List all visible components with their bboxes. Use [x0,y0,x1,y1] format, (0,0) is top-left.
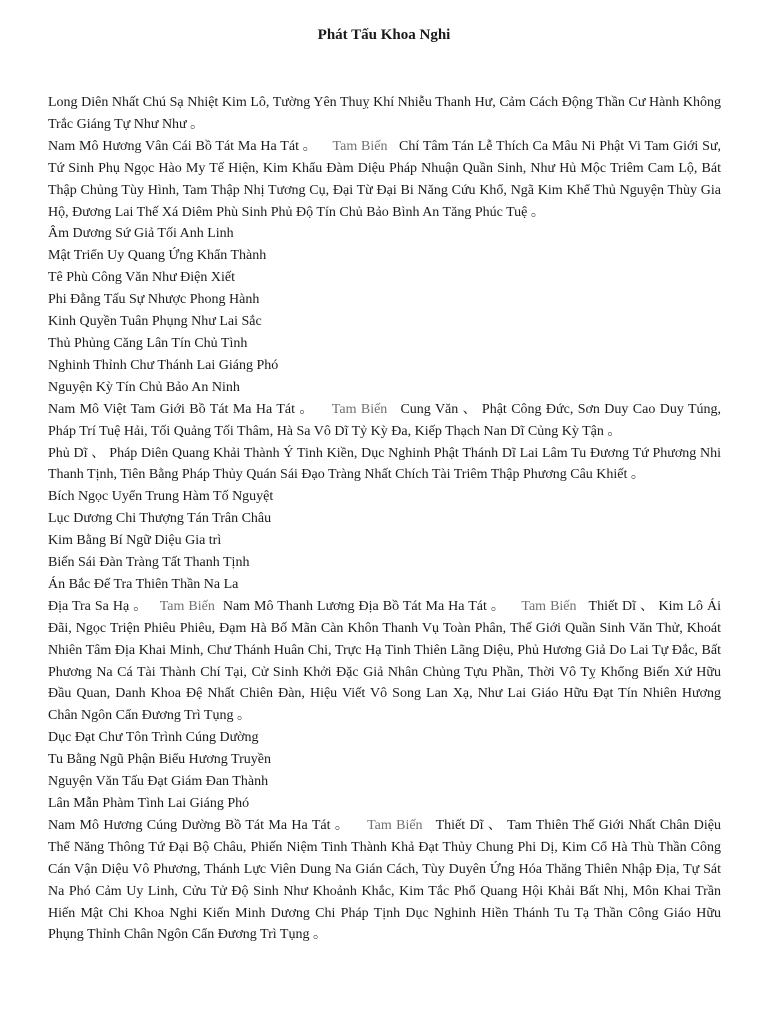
verse-line: Bích Ngọc Uyển Trung Hàm Tố Nguyệt [48,489,274,505]
verse-line: Lân Mẫn Phàm Tình Lai Giáng Phó [48,796,250,811]
verse-line: Án Bắc Đế Tra Thiên Thần Na La [48,576,239,592]
verse-line: Nguyện Văn Tấu Đạt Giám Đan Thành [48,774,269,790]
verse-line: Nguyện Kỳ Tín Chủ Bảo An Ninh [48,379,240,395]
verse-line: Dục Đạt Chư Tôn Trình Cúng Dường [48,730,259,746]
verse-line: Phi Đằng Tấu Sự Nhược Phong Hành [48,292,260,308]
tam-bien-marker: Tam Biến [331,401,388,417]
paragraph-text: Thiết Dĩ 、 Tam Thiên Thế Giới Nhất Chân Diệu Thể Năng Thông Tứ Đại Bộ Châu, Phiến Niệm Tinh Thành Khả Đạt Thủy Chung Phi Dị, Kim Cổ Hà Thù Thần Công Cán Vận Diệu Vô Phương, Thánh Lực Viên Dung Na Gián Cách, Tùy Duyên Ứng Hóa Thăng Thiên Nhập Địa, Tự Sát Na Phó Cảm Uy Linh, Cửu Tử Độ Sinh Như Khoảnh Khắc, Kim Tắc Phổ Quang Hội Khải Bất Nhị, Môn Khai Trần Hiến Mật Chi Khoa Nghi Kiến Minh Dương Chi Pháp Tịnh Dục Nghinh Hiền Thánh Tu Tạ Thần Công Giáo Hữu Phụng Thỉnh Chân Ngôn Cẩn Đương Trì Tụng 。 [48,817,721,943]
verse-line: Kim Bằng Bí Ngữ Diệu Gia trì [48,533,222,549]
invocation-text: Nam Mô Thanh Lương Địa Bồ Tát Ma Ha Tát 。 [222,598,506,614]
verse-line: Kinh Quyền Tuân Phụng Như Lai Sắc [48,314,262,330]
tam-bien-marker: Tam Biến [159,598,215,614]
paragraph-text: Thiết Dĩ 、 Kim Lô Ái Đãi, Ngọc Triện Phiêu Phiêu, Đạm Hà Bố Mãn Càn Khôn Thanh Vụ Toàn Phân, Thế Giới Quần Sinh Văn Thử, Khoát Nhiên Tâm Địa Khai Minh, Chư Thánh Huân Chi, Trực Hạ Tinh Thiên Lãng Diệu, Phủ Hương Giả Do Lai Tự Đắc, Bất Phương Na Cá Tài Thành Chí Tại, Cử Sinh Khởi Đặc Giả Nhân Chủng Tựu Phần, Thời Vô Tỵ Khổng Biến Xứ Hữu Đầu Quan, Danh Khoa Đệ Nhất Chiên Đàn, Hiệu Viết Vô Song Lan Xạ, Như Lai Giáo Hữu Đạt Tín Nhiên Hương Chân Ngôn Cẩn Đương Trì Tụng 。 [48,598,721,724]
mantra-text: Địa Tra Sa Hạ 。 [48,598,148,614]
paragraph: Long Diên Nhất Chú Sạ Nhiệt Kim Lô, Tường Yên Thuỵ Khí Nhiễu Thanh Hư, Cảm Cách Động Thần Cư Hành Không Trắc Giáng Tự Như Như 。 [48,95,721,132]
document-title: Phát Tấu Khoa Nghi [317,27,451,43]
verse-line: Mật Triển Uy Quang Ứng Khẩn Thành [48,248,267,264]
invocation-text: Nam Mô Hương Vân Cái Bồ Tát Ma Ha Tát 。 [48,138,318,154]
verse-line: Thủ Phủng Căng Lân Tín Chủ Tình [48,335,248,351]
invocation-text: Nam Mô Hương Cúng Dường Bồ Tát Ma Ha Tát 。 [48,817,350,833]
paragraph [48,815,721,946]
tam-bien-marker: Tam Biến [367,817,423,833]
tam-bien-marker: Tam Biến [332,138,388,154]
tam-bien-marker: Tam Biến [521,598,577,614]
paragraph-text: Cung Văn 、 Phật Công Đức, Sơn Duy Cao Duy Túng, Pháp Trí Tuệ Hải, Tối Quảng Tối Thâm, Hà Sa Vô Dĩ Tỷ Kỳ Đa, Kiếp Thạch Nan Dĩ Củng Kỳ Tận 。 [48,401,722,439]
document-body [48,92,721,946]
verse-line: Tu Bằng Ngũ Phận Biểu Hương Truyền [48,752,271,768]
verse-line: Tê Phù Công Văn Như Điện Xiết [48,270,235,286]
paragraph [48,596,721,727]
verse-line: Âm Dương Sứ Giả Tối Anh Linh [48,226,234,242]
paragraph-text: Chí Tâm Tán Lễ Thích Ca Mâu Ni Phật Vi Tam Giới Sư, Tứ Sinh Phụ Ngọc Hào My Tế Hiện, Kim Khẩu Đàm Diệu Pháp Nhuận Quần Sinh, Như Hủ Mộc Triêm Cam Lộ, Bát Thập Chủng Tùy Hình, Tam Thập Nhị Tương Cụ, Đại Từ Đại Bi Năng Cứu Khổ, Ngã Kim Khể Thủ Nguyện Thùy Gia Hộ, Đương Lai Thế Xá Diêm Phù Sinh Phủ Độ Tín Chủ Bảo Bình An Tăng Phúc Tuệ 。 [48,138,722,220]
paragraph [48,136,721,224]
verse-line: Nghinh Thỉnh Chư Thánh Lai Giáng Phó [48,357,279,373]
invocation-text: Nam Mô Việt Tam Giới Bồ Tát Ma Ha Tát 。 [48,401,315,417]
verse-line: Biến Sái Đàn Tràng Tất Thanh Tịnh [48,555,250,571]
paragraph: Phủ Dĩ 、 Pháp Diên Quang Khải Thành Ý Tinh Kiền, Dục Nghinh Phật Thánh Dĩ Lai Lâm Tu Đương Tứ Phương Nhi Thanh Tịnh, Tiên Bằng Pháp Thủy Quán Sái Đạo Tràng Nhất Chích Tài Triêm Thập Phương Câu Khiết 。 [48,445,721,483]
verse-line: Lục Dương Chi Thượng Tán Trân Châu [48,511,272,527]
paragraph [48,399,721,443]
